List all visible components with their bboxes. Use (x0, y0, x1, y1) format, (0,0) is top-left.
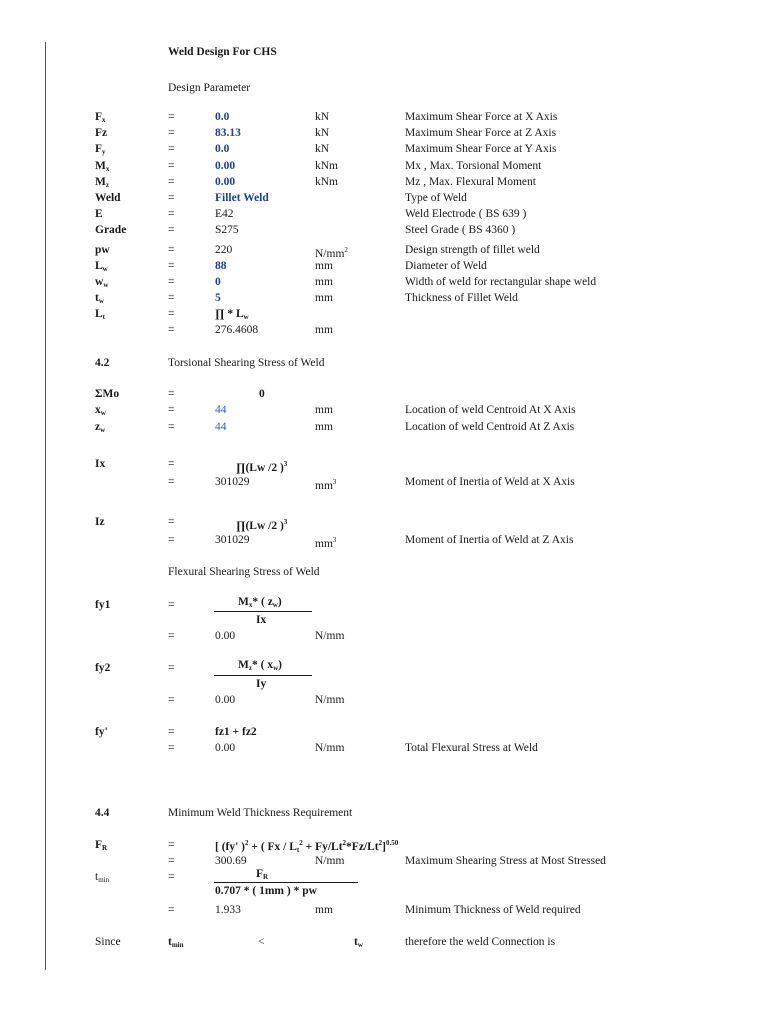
fy2-denominator: Iy (256, 678, 267, 690)
xw-value: 44 (215, 404, 227, 416)
iz-formula: ∏(Lw /2 )$^3$ (236, 518, 288, 532)
param-symbol: Fz (95, 127, 108, 139)
iz-symbol: Iz (95, 516, 105, 528)
param-value: S275 (215, 224, 239, 236)
param-equals: = (168, 111, 175, 123)
tmin-description: Minimum Thickness of Weld required (405, 904, 581, 916)
ix-equals: = (168, 458, 175, 470)
param-unit: kN (315, 143, 330, 155)
ix-symbol: Ix (95, 458, 106, 470)
param-unit: kNm (315, 160, 338, 172)
design-parameter-heading: Design Parameter (168, 82, 251, 94)
param-description: Mz , Max. Flexural Moment (405, 176, 536, 188)
lt-value-equals: = (168, 324, 175, 336)
tmin-equals: = (168, 871, 175, 883)
param-description: Thickness of Fillet Weld (405, 292, 518, 304)
param-equals: = (168, 224, 175, 236)
lt-equals: = (168, 308, 175, 320)
param-value: 5 (215, 292, 221, 304)
fr-unit: N/mm (315, 855, 345, 867)
param-unit: kN (315, 111, 330, 123)
since-tmin: $t_{min}$ (168, 936, 184, 949)
param-symbol: Grade (95, 224, 127, 236)
iz-unit: $mm^3$ (315, 536, 337, 550)
fyp-value-equals: = (168, 742, 175, 754)
param-description: Maximum Shear Force at Y Axis (405, 143, 557, 155)
param-value: 0.00 (215, 160, 236, 172)
document-title: Weld Design For CHS (168, 46, 277, 58)
param-symbol: $L_w$ (95, 260, 108, 273)
lt-value: 276.4608 (215, 324, 259, 336)
param-symbol: $F_y$ (95, 143, 106, 156)
param-description: Maximum Shear Force at Z Axis (405, 127, 557, 139)
param-description: Design strength of fillet weld (405, 244, 540, 256)
since-conclusion: therefore the weld Connection is (405, 936, 556, 948)
fy2-unit: N/mm (315, 694, 345, 706)
zw-equals: = (168, 421, 175, 433)
section-4-2-title: Torsional Shearing Stress of Weld (168, 357, 325, 369)
param-unit: mm (315, 292, 333, 304)
param-description: Diameter of Weld (405, 260, 487, 272)
margin-rule (45, 42, 46, 970)
tmin-fraction-bar (214, 882, 358, 883)
param-equals: = (168, 276, 175, 288)
fr-formula: [ (fy' )$^2$ + ( $Fx / L_t^2 + Fy/Lt^2*Fz/Lt^2]^{0.50}$ (215, 839, 399, 854)
flexural-heading: Flexural Shearing Stress of Weld (168, 566, 320, 578)
param-value: 0 (215, 276, 221, 288)
fyp-formula: fz1 + fz2 (215, 726, 257, 738)
tmin-unit: mm (315, 904, 333, 916)
section-4-4-title: Minimum Weld Thickness Requirement (168, 807, 353, 819)
fy1-value: 0.00 (215, 630, 236, 642)
fyp-description: Total Flexural Stress at Weld (405, 742, 538, 754)
iz-value: 301029 (215, 534, 250, 546)
param-unit: kN (315, 127, 330, 139)
param-equals: = (168, 160, 175, 172)
xw-unit: mm (315, 404, 333, 416)
since-operator: < (258, 936, 265, 948)
zw-symbol: $z_w$ (95, 421, 106, 434)
fr-value: 300.69 (215, 855, 247, 867)
section-4-4-number: 4.4 (95, 807, 110, 819)
fy1-fraction-bar (214, 611, 312, 612)
fy1-unit: N/mm (315, 630, 345, 642)
iz-equals: = (168, 516, 175, 528)
iz-value-equals: = (168, 534, 175, 546)
fyp-unit: N/mm (315, 742, 345, 754)
tmin-numerator: $F_R$ (256, 868, 269, 881)
param-equals: = (168, 260, 175, 272)
param-unit: mm (315, 260, 333, 272)
param-unit: $N/mm^2$ (315, 246, 348, 260)
xw-symbol: $x_w$ (95, 404, 106, 417)
smo-symbol: ΣMo (95, 388, 120, 400)
param-description: Mx , Max. Torsional Moment (405, 160, 542, 172)
since-tw: $t_w$ (354, 936, 363, 949)
fyp-value: 0.00 (215, 742, 236, 754)
fyp-equals: = (168, 726, 175, 738)
param-value: 0.00 (215, 176, 236, 188)
fy2-symbol: fy2 (95, 662, 111, 674)
param-description: Steel Grade ( BS 4360 ) (405, 224, 516, 236)
ix-formula: ∏(Lw /2 )$^3$ (236, 460, 288, 474)
param-unit: kNm (315, 176, 338, 188)
param-value: 83.13 (215, 127, 241, 139)
fy1-value-equals: = (168, 630, 175, 642)
zw-description: Location of weld Centroid At Z Axis (405, 421, 575, 433)
param-value: 88 (215, 260, 227, 272)
param-value: 0.0 (215, 111, 230, 123)
fy1-equals: = (168, 599, 175, 611)
fy1-numerator: $M_x*$ ( $z_w$) (238, 596, 282, 609)
fy2-value: 0.00 (215, 694, 236, 706)
param-unit: mm (315, 276, 333, 288)
fy1-symbol: fy1 (95, 599, 111, 611)
fyp-symbol: fy' (95, 726, 108, 738)
lt-formula: ∏ * $L_w$ (215, 308, 249, 321)
zw-unit: mm (315, 421, 333, 433)
fr-description: Maximum Shearing Stress at Most Stressed (405, 855, 606, 867)
smo-value: 0 (259, 388, 265, 400)
fy2-equals: = (168, 662, 175, 674)
ix-value: 301029 (215, 476, 250, 488)
fr-symbol: $F_R$ (95, 839, 108, 852)
xw-description: Location of weld Centroid At X Axis (405, 404, 576, 416)
param-value: 0.0 (215, 143, 230, 155)
param-equals: = (168, 192, 175, 204)
tmin-value: 1.933 (215, 904, 241, 916)
param-symbol: pw (95, 244, 110, 256)
param-equals: = (168, 208, 175, 220)
fy1-denominator: Ix (256, 614, 267, 626)
tmin-symbol: $t_{min}$ (95, 871, 110, 884)
fr-equals: = (168, 839, 175, 851)
fy2-value-equals: = (168, 694, 175, 706)
param-description: Weld Electrode ( BS 639 ) (405, 208, 527, 220)
param-equals: = (168, 143, 175, 155)
param-value: Fillet Weld (215, 192, 269, 204)
param-description: Width of weld for rectangular shape weld (405, 276, 597, 288)
ix-description: Moment of Inertia of Weld at X Axis (405, 476, 575, 488)
param-equals: = (168, 127, 175, 139)
param-description: Type of Weld (405, 192, 467, 204)
section-4-2-number: 4.2 (95, 357, 110, 369)
since-word: Since (95, 936, 121, 948)
iz-description: Moment of Inertia of Weld at Z Axis (405, 534, 574, 546)
param-symbol: $t_w$ (95, 292, 104, 305)
ix-value-equals: = (168, 476, 175, 488)
ix-unit: $mm^3$ (315, 478, 337, 492)
param-value: E42 (215, 208, 234, 220)
param-symbol: Weld (95, 192, 121, 204)
xw-equals: = (168, 404, 175, 416)
param-description: Maximum Shear Force at X Axis (405, 111, 558, 123)
param-symbol: $F_x$ (95, 111, 106, 124)
param-value: 220 (215, 244, 233, 256)
param-equals: = (168, 176, 175, 188)
fy2-fraction-bar (214, 675, 312, 676)
zw-value: 44 (215, 421, 227, 433)
param-symbol: $M_x$ (95, 160, 110, 173)
param-equals: = (168, 244, 175, 256)
fy2-numerator: $M_z*$ ( $x_w$) (238, 659, 282, 672)
tmin-denominator: 0.707 * ( 1mm ) * pw (215, 885, 317, 897)
param-symbol: $M_z$ (95, 176, 109, 189)
tmin-value-equals: = (168, 904, 175, 916)
param-equals: = (168, 292, 175, 304)
smo-equals: = (168, 388, 175, 400)
param-symbol: E (95, 208, 103, 220)
fr-value-equals: = (168, 855, 175, 867)
lt-symbol: $L_t$ (95, 308, 106, 321)
param-symbol: $w_w$ (95, 276, 109, 289)
lt-unit: mm (315, 324, 333, 336)
